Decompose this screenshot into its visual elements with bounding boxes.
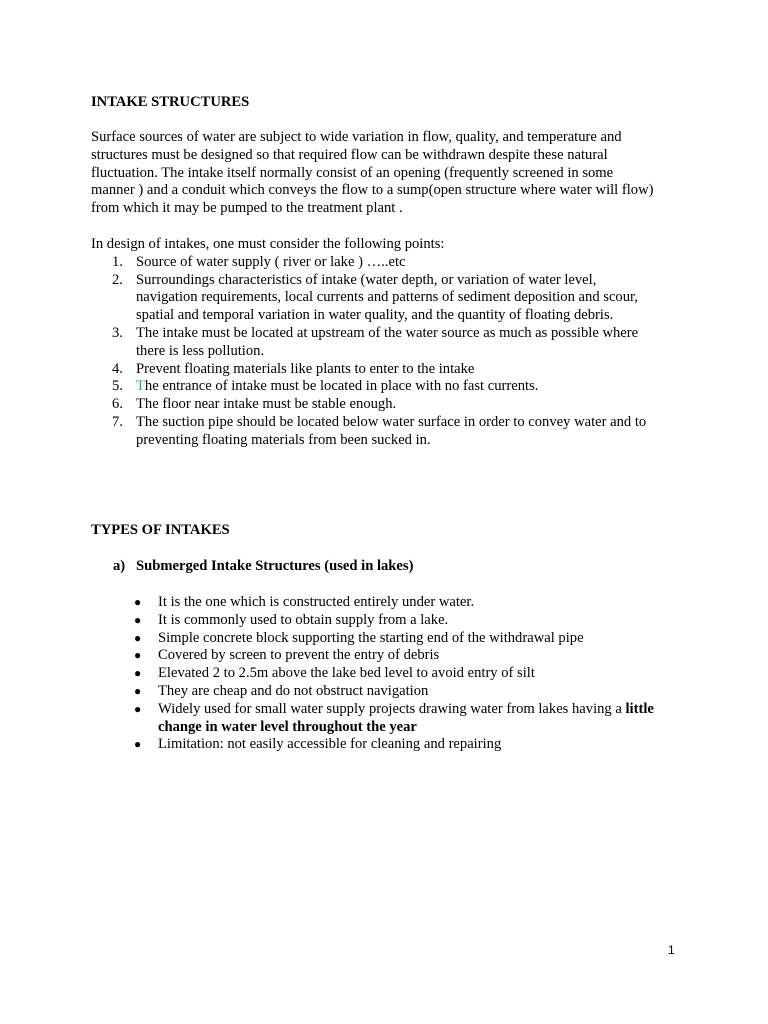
list-item-text: The floor near intake must be stable enough. bbox=[136, 396, 397, 413]
list-item bbox=[91, 630, 691, 648]
list-item bbox=[91, 736, 691, 754]
list-number: 6. bbox=[112, 396, 123, 413]
list-number: 5. bbox=[112, 378, 123, 395]
list-number: 2. bbox=[112, 271, 123, 288]
list-number: 3. bbox=[112, 324, 123, 341]
intro-paragraph bbox=[91, 129, 691, 218]
bullet-icon: ● bbox=[134, 701, 142, 716]
bullet-icon: ● bbox=[134, 737, 142, 752]
bullet-text: It is the one which is constructed entirely under water. bbox=[158, 594, 475, 610]
list-number: 7. bbox=[112, 413, 123, 430]
bullet-text: Limitation: not easily accessible for cleaning and repairing bbox=[158, 736, 502, 753]
list-item-text: there is less pollution. bbox=[136, 342, 265, 359]
list-item-text: The intake must be located at upstream of the water source as much as possible where bbox=[136, 324, 639, 341]
design-considerations bbox=[91, 236, 691, 450]
list-item-text: Surroundings characteristics of intake (water depth, or variation of water level, bbox=[136, 271, 597, 288]
list-item-text: preventing floating materials from been sucked in. bbox=[136, 431, 431, 448]
paragraph-line: manner ) and a conduit which conveys the flow to a sump(open structure where water will flow) bbox=[91, 182, 654, 199]
list-item bbox=[91, 414, 691, 450]
list-item-text: he entrance of intake must be located in place with no fast currents. bbox=[144, 378, 539, 395]
subheading-text: Submerged Intake Structures (used in lakes) bbox=[136, 558, 414, 574]
list-number: 4. bbox=[112, 360, 123, 377]
bullet-text: Covered by screen to prevent the entry of debris bbox=[158, 647, 440, 664]
list-item bbox=[91, 665, 691, 683]
bullet-icon: ● bbox=[134, 612, 142, 627]
list-item bbox=[91, 272, 691, 325]
list-item bbox=[91, 361, 691, 379]
paragraph-line: Surface sources of water are subject to wide variation in flow, quality, and temperature and bbox=[91, 129, 622, 145]
bullet-icon: ● bbox=[134, 648, 142, 663]
submerged-intake-bullets bbox=[91, 594, 691, 754]
list-item bbox=[91, 378, 691, 396]
list-item bbox=[91, 701, 691, 737]
bullet-text: Elevated 2 to 2.5m above the lake bed level to avoid entry of silt bbox=[158, 665, 535, 682]
list-item bbox=[91, 647, 691, 665]
list-item bbox=[91, 325, 691, 361]
bullet-emphasis: little bbox=[625, 700, 654, 717]
list-item-text: spatial and temporal variation in water quality, and the quantity of floating debris. bbox=[136, 307, 614, 324]
bullet-icon: ● bbox=[134, 630, 142, 645]
bullet-icon: ● bbox=[134, 683, 142, 698]
list-item-text: The suction pipe should be located below water surface in order to convey water and to bbox=[136, 413, 647, 430]
page-number: 1 bbox=[668, 943, 675, 957]
bullet-icon: ● bbox=[134, 595, 142, 609]
list-item-text: Source of water supply ( river or lake ) …..etc bbox=[136, 253, 406, 270]
paragraph-line: structures must be designed so that required flow can be withdrawn despite these natural bbox=[91, 146, 608, 163]
bullet-text: Simple concrete block supporting the starting end of the withdrawal pipe bbox=[158, 629, 584, 646]
bullet-icon: ● bbox=[134, 666, 142, 681]
list-item-text: Prevent floating materials like plants to enter to the intake bbox=[136, 360, 475, 377]
paragraph-line: fluctuation. The intake itself normally consist of an opening (frequently screened in some bbox=[91, 164, 614, 181]
design-points-list bbox=[91, 254, 691, 450]
design-intro: In design of intakes, one must consider the following points: bbox=[91, 236, 445, 252]
section-heading-types-of-intakes: TYPES OF INTAKES bbox=[91, 522, 230, 538]
list-item bbox=[91, 612, 691, 630]
list-item bbox=[91, 683, 691, 701]
subheading-submerged-intake bbox=[91, 558, 736, 576]
list-item bbox=[91, 254, 691, 272]
list-number: 1. bbox=[112, 253, 123, 270]
list-item-text: navigation requirements, local currents and patterns of sediment deposition and scour, bbox=[136, 289, 638, 306]
accent-letter: T bbox=[136, 378, 145, 395]
list-item bbox=[91, 594, 691, 612]
list-item bbox=[91, 396, 691, 414]
bullet-text: They are cheap and do not obstruct navigation bbox=[158, 682, 429, 699]
bullet-text: Widely used for small water supply projects drawing water from lakes having a bbox=[158, 700, 626, 717]
section-heading-intake-structures: INTAKE STRUCTURES bbox=[91, 94, 250, 110]
bullet-text: It is commonly used to obtain supply from a lake. bbox=[158, 611, 449, 628]
bullet-emphasis: change in water level throughout the year bbox=[158, 718, 417, 735]
paragraph-line: from which it may be pumped to the treatment plant . bbox=[91, 200, 403, 217]
subheading-marker: a) bbox=[113, 558, 126, 574]
